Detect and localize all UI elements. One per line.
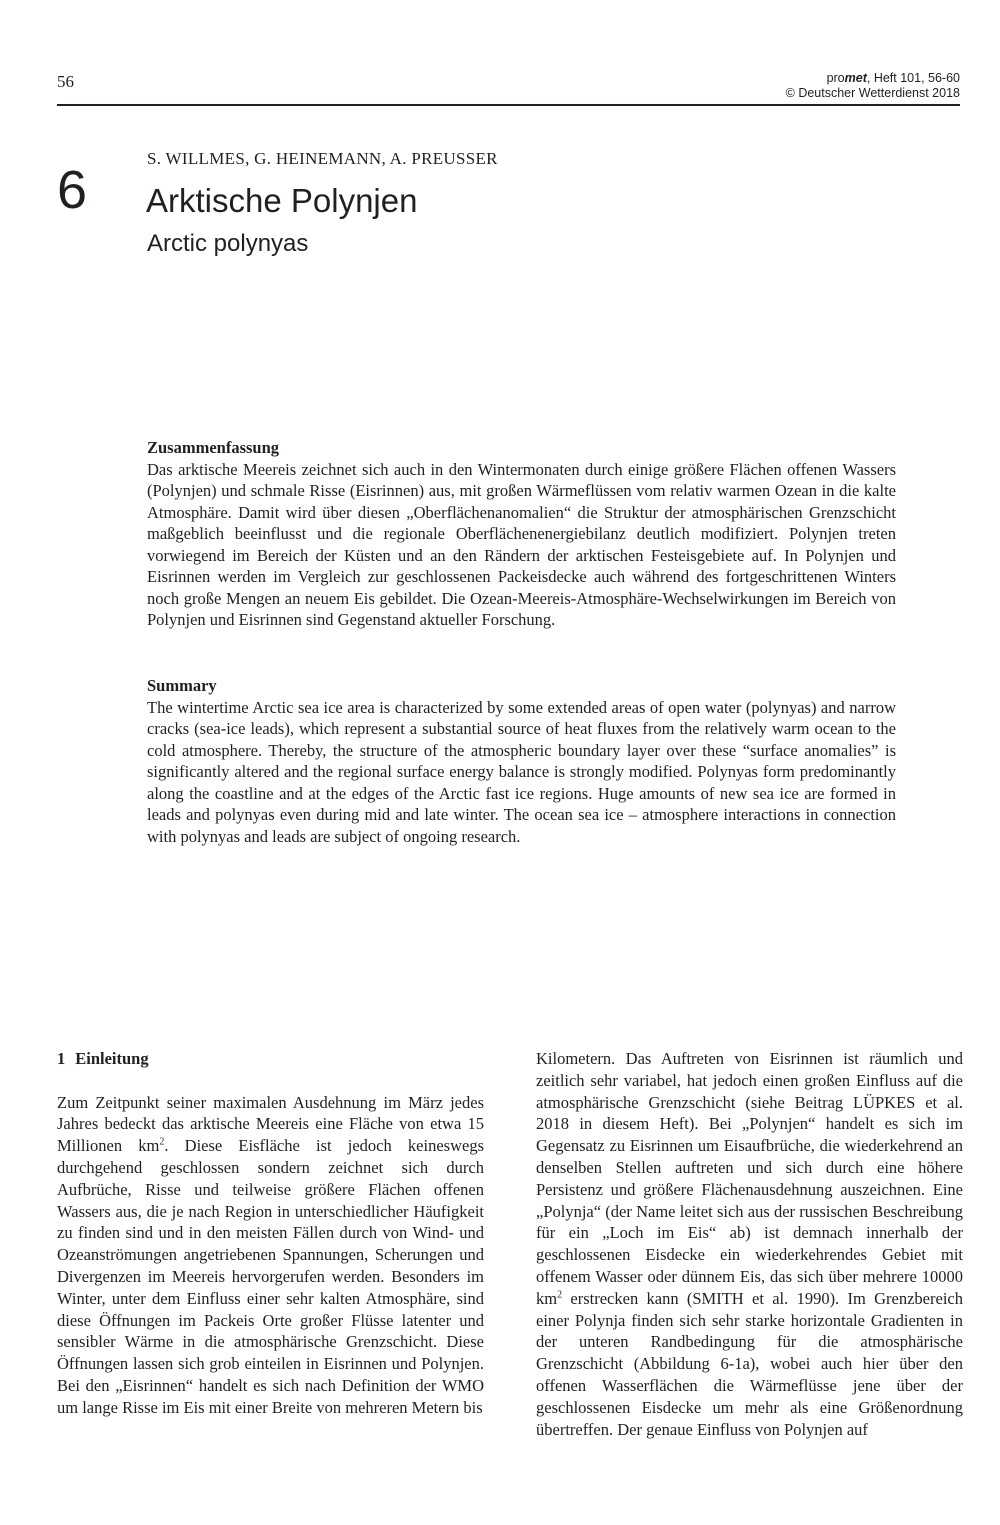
journal-info [786,71,960,101]
abstract-german [147,437,896,631]
abstract-english-text: The wintertime Arctic sea ice area is characterized by some extended areas of open water (polynyas) and narrow cracks (sea-ice leads), which represent a substantial source of heat fluxes from the relatively warm ocean to the cold atmosphere. Thereby, the structure of the atmospheric boundary layer over these “surface anomalies” is significantly altered and the regional surface energy balance is strongly modified. Polynyas form predominantly along the coastline and at the edges of the Arctic fast ice regions. Huge amounts of new sea ice are formed in leads and polynyas even during mid and late winter. The ocean sea ice – atmosphere interactions in connection with polynyas and leads are subject of ongoing research. [147,697,896,846]
body-column-right [536,1048,963,1440]
abstract-german-text: Das arktische Meereis zeichnet sich auch in den Wintermonaten durch einige größere Flächen offenen Wassers (Polynjen) und schmale Risse (Eisrinnen) aus, mit großen Wärmeflüssen vom relativ warmen Ozean in die kalte Atmosphäre. Damit wird über diesen „Oberflächenanomalien“ die Struktur der atmosphärischen Grenzschicht maßgeblich beeinflusst und die regionale Oberflächenenergiebilanz deutlich modifiziert. Polynjen treten vorwiegend im Bereich der Küsten und an den Rändern der arktischen Festeisgebiete auf. In Polynjen und Eisrinnen werden im Vergleich zur geschlossenen Packeisdecke auch während des fortgeschrittenen Winters noch große Mengen an neuem Eis gebildet. Die Ozean-Meereis-Atmosphäre-Wechselwirkungen im Bereich von Polynjen und Eisrinnen sind Gegenstand aktueller Forschung. [147,459,896,629]
journal-prefix: pro [826,71,845,85]
superscript: 2 [557,1289,563,1301]
text-segment: . Diese Eisfläche ist jedoch keineswegs durchgehend geschlossen sondern zeichnet sich durch Aufbrüche, Risse und teilweise größere Flächen offenen Wassers aus, die je nach Region in unterschiedlicher Häufigkeit zu finden sind und in den meisten Fällen durch von Wind- und Ozeanströmungen angetriebenen Spannungen, Scherungen und Divergenzen im Meereis hervorgerufen werden. Besonders im Winter, unter dem Einfluss einer sehr kalten Atmosphäre, sind diese Öffnungen im Packeis Orte großer Flüsse latenter und sensibler Wärme in die atmosphärische Grenzschicht. Diese Öffnungen lassen sich grob einteilen in Eisrinnen und Polynjen. Bei den „Eisrinnen“ handelt es sich nach Definition der WMO um lange Risse im Eis mit einer Breite von mehreren Metern bis [57,1136,484,1417]
section-number: 1 [57,1049,66,1068]
abstract-english-heading: Summary [147,676,217,695]
text-segment: Kilometern. Das Auftreten von Eisrinnen ist räumlich und zeitlich sehr variabel, hat jedoch einen großen Einfluss auf die atmosphärische Grenzschicht (siehe Beitrag LÜPKES et al. 2018 in diesem Heft). Bei „Polynjen“ handelt es sich im Gegensatz zu Eisrinnen um Eisaufbrüche, die wiederkehrend an denselben Stellen auftreten und sich durch eine höhere Persistenz und größere Flächenausdehnung auszeichnen. Eine „Polynja“ (der Name leitet sich aus der russischen Beschreibung für ein „Loch im Eis“ ab) ist demnach innerhalb der geschlossenen Eisdecke ein wiederkehrendes Gebiet mit offenem Wasser oder dünnem Eis, das sich über mehrere 10000 km [536,1049,963,1308]
page-number: 56 [57,72,74,91]
text-segment: erstrecken kann (SMITH et al. 1990). Im Grenzbereich einer Polynja finden sich sehr starke horizontale Gradienten in der unteren Randbedingung für die atmosphärische Grenzschicht (Abbildung 6-1a), wobei auch hier über den offenen Wasserflächen die Wärmeflüsse jene über der geschlossenen Eisdecke um mehr als eine Größenordnung übertreffen. Der genaue Einfluss von Polynjen auf [536,1288,963,1439]
journal-issue: , Heft 101, 56-60 [866,71,960,85]
journal-citation [786,71,960,86]
text-segment: Zum Zeitpunkt seiner maximalen Ausdehnung im März jedes Jahres bedeckt das arktische Meereis eine Fläche von etwa 15 Millionen km [57,1092,484,1156]
copyright: © Deutscher Wetterdienst 2018 [785,86,960,100]
abstract-german-heading: Zusammenfassung [147,438,280,457]
superscript: 2 [159,1136,165,1148]
section-title: Einleitung [75,1049,149,1068]
chapter-number: 6 [57,160,88,220]
body-column-left [57,1048,484,1419]
article-title: Arktische Polynjen [146,182,418,219]
authors: S. WILLMES, G. HEINEMANN, A. PREUSSER [147,149,498,168]
article-subtitle: Arctic polynyas [147,230,309,257]
journal-emph: met [844,71,867,85]
header-rule [57,104,960,106]
abstract-english [147,675,896,847]
body-paragraph-left [57,1092,484,1419]
section-heading [57,1048,484,1070]
body-paragraph-right [536,1048,963,1440]
